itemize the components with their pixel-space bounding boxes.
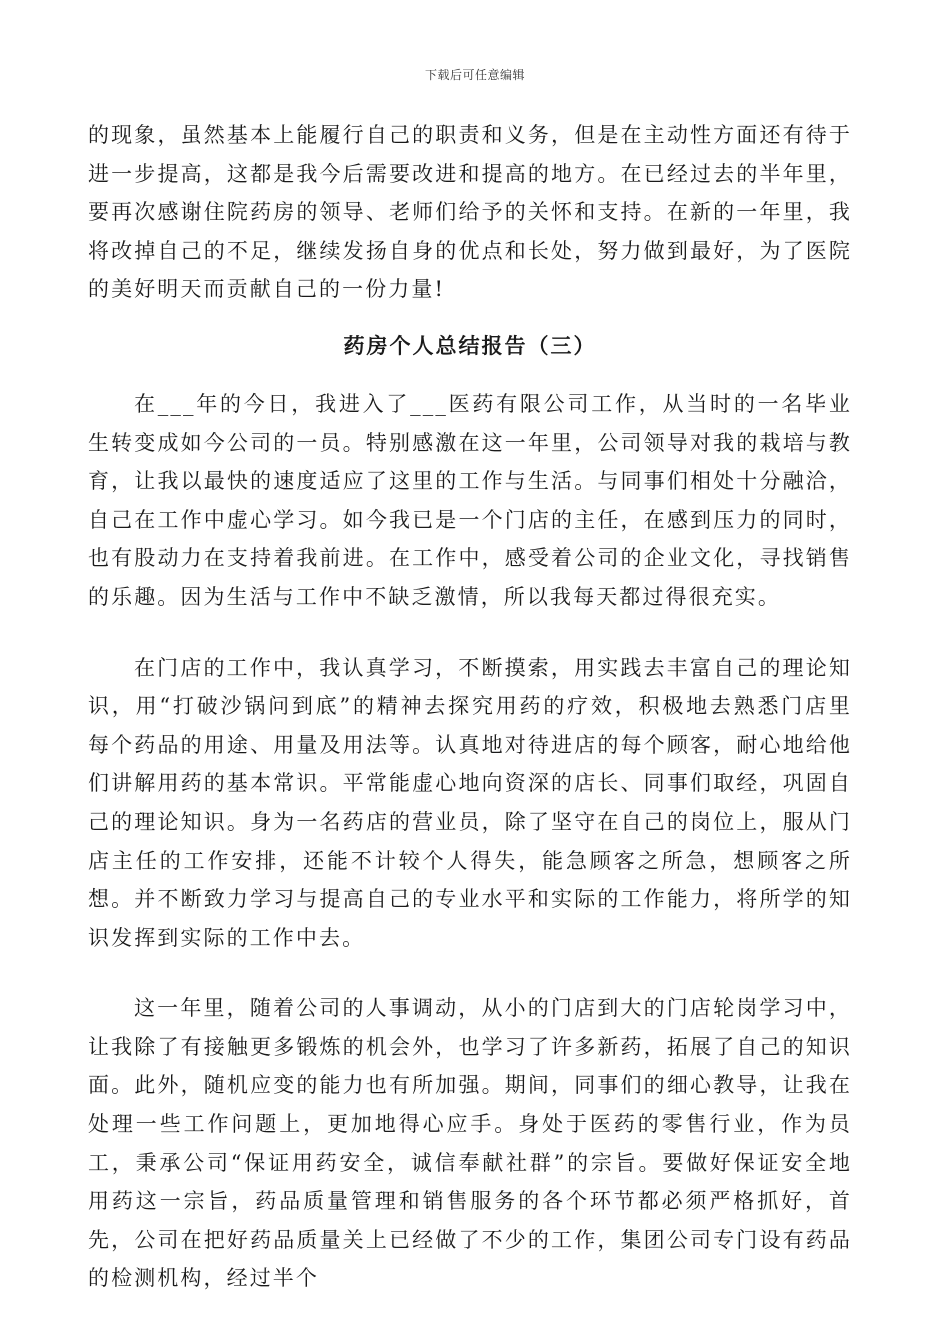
- intro-paragraph: 的现象，虽然基本上能履行自己的职责和义务，但是在主动性方面还有待于进一步提高，这都是我今后需要改进和提高的地方。在已经过去的半年里，要再次感谢住院药房的领导、老师们给予的关怀和支持。在新的一年里，我将改掉自己的不足，继续发扬自身的优点和长处，努力做到最好，为了医院的美好明天而贡献自己的一份力量!: [88, 123, 852, 302]
- body-paragraph-2: 在门店的工作中，我认真学习，不断摸索，用实践去丰富自己的理论知识，用“打破沙锅问到底”的精神去探究用药的疗效，积极地去熟悉门店里每个药品的用途、用量及用法等。认真地对待进店的每个顾客，耐心地给他们讲解用药的基本常识。平常能虚心地向资深的店长、同事们取经，巩固自己的理论知识。身为一名药店的营业员，除了坚守在自己的岗位上，服从门店主任的工作安排，还能不计较个人得失，能急顾客之所急，想顾客之所想。并不断致力学习与提高自己的专业水平和实际的工作能力，将所学的知识发挥到实际的工作中去。: [88, 655, 852, 950]
- body-paragraph-1: 在___年的今日，我进入了___医药有限公司工作，从当时的一名毕业生转变成如今公司的一员。特别感激在这一年里，公司领导对我的栽培与教育，让我以最快的速度适应了这里的工作与生活。与同事们相处十分融洽，自己在工作中虚心学习。如今我已是一个门店的主任，在感到压力的同时，也有股动力在支持着我前进。在工作中，感受着公司的企业文化，寻找销售的乐趣。因为生活与工作中不缺乏激情，所以我每天都过得很充实。: [88, 391, 852, 609]
- paragraph-spacer: [88, 957, 852, 989]
- body-paragraph-3: 这一年里，随着公司的人事调动，从小的门店到大的门店轮岗学习中，让我除了有接触更多锻炼的机会外，也学习了许多新药，拓展了自己的知识面。此外，随机应变的能力也有所加强。期间，同事们的细心教导，让我在处理一些工作问题上，更加地得心应手。身处于医药的零售行业，作为员工，秉承公司“保证用药安全，诚信奉献社群”的宗旨。要做好保证安全地用药这一宗旨，药品质量管理和销售服务的各个环节都必须严格抓好，首先，公司在把好药品质量关上已经做了不少的工作，集团公司专门设有药品的检测机构，经过半个: [88, 996, 852, 1291]
- paragraph-spacer: [88, 617, 852, 649]
- section-title: 药房个人总结报告（三）: [343, 332, 597, 358]
- document-body: [88, 116, 852, 1298]
- header-note: 下载后可任意编辑: [424, 68, 525, 82]
